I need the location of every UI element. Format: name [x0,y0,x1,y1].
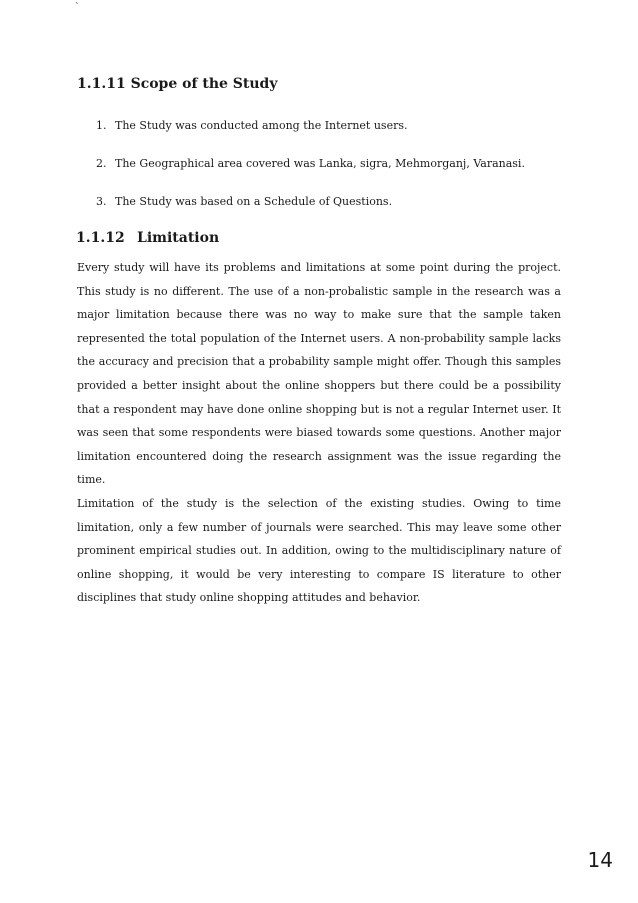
list-item-text: The Study was based on a Schedule of Questions. [115,195,393,208]
scope-heading: 1.1.11 Scope of the Study [77,76,278,92]
paragraph: Limitation of the study is the selection of the existing studies. Owing to time limitation, only a few number of journals were searched. This may leave some other prominent empirical studies out. In addition, owing to the multidisciplinary nature of online shopping, it would be very interesting to compare IS literature to other disciplines that study online shopping attitudes and behavior. [77,496,561,605]
list-item [96,156,576,194]
list-item-text: The Study was conducted among the Internet users. [115,119,408,132]
paragraph: Every study will have its problems and limitations at some point during the project. This study is no different. The use of a non-probalistic sample in the research was a major limitation because there was no way to make sure that the sample taken represented the total population of the Internet users. A non-probability sample lacks the accuracy and precision that a probability sample might offer. Though this samples provided a better insight about the online shoppers but there could be a possibility that a respondent may have done online shopping but is not a regular Internet user. It was seen that some respondents were biased towards some questions. Another major limitation encountered doing the research assignment was the issue regarding the time. [77,261,561,487]
limitation-heading [76,229,219,247]
page-number: 14 [587,848,613,872]
limitation-body [77,256,561,610]
list-item-number: 3. [96,195,107,208]
stray-mark: ` [75,3,80,13]
list-item [96,118,576,156]
limitation-heading-number: 1.1.12 [76,230,125,246]
list-item-text: The Geographical area covered was Lanka, sigra, Mehmorganj, Varanasi. [115,157,525,170]
list-item-number: 1. [96,119,107,132]
list-item [96,194,576,232]
scope-list [96,118,576,232]
list-item-number: 2. [96,157,107,170]
limitation-heading-title: Limitation [137,230,220,246]
